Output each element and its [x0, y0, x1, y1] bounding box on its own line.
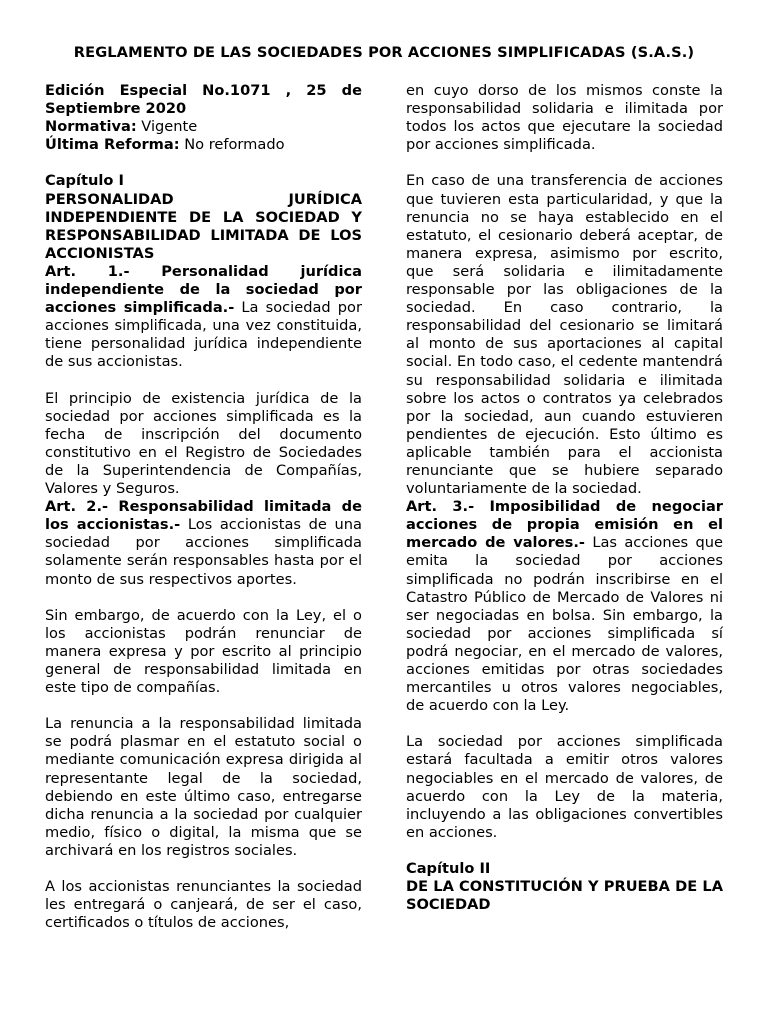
chapter-1-title: PERSONALIDAD JURÍDICA INDEPENDIENTE DE LA SOCIEDAD Y RESPONSABILIDAD LIMITADA DE LOS ACCIONISTAS: [45, 190, 362, 262]
chapter-2-title: DE LA CONSTITUCIÓN Y PRUEBA DE LA SOCIEDAD: [406, 878, 723, 914]
right-column: [406, 82, 723, 914]
article-3: [406, 498, 723, 715]
article-2-paragraph-3: La renuncia a la responsabilidad limitada se podrá plasmar en el estatuto social o mediante comunicación expresa dirigida al representante legal de la sociedad, debiendo en este último caso, entregarse dicha renuncia a la sociedad por cualquier medio, físico o digital, la misma que se archivará en los registros sociales.: [45, 715, 362, 859]
article-1: [45, 263, 362, 372]
article-3-paragraph-2: La sociedad por acciones simplificada estará facultada a emitir otros valores negociables en el mercado de valores, de acuerdo con la Ley de la materia, incluyendo a las obligaciones convertibles en acciones.: [406, 733, 723, 841]
normativa-value: Vigente: [136, 118, 198, 136]
article-3-heading: Art. 3.- Imposibilidad de negociar acciones de propia emisión en el mercado de valores.-: [406, 498, 723, 552]
article-2-paragraph-4-end: en cuyo dorso de los mismos conste la responsabilidad solidaria e ilimitada por todos los actos que ejecutare la sociedad por acciones simplificada.: [406, 82, 723, 154]
reforma-value: No reformado: [179, 136, 285, 154]
article-2: [45, 498, 362, 588]
article-1-text: La sociedad por acciones simplificada, una vez constituida, tiene personalidad jurídica independiente de sus accionistas.: [45, 299, 362, 371]
reforma-label: Última Reforma:: [45, 136, 180, 154]
article-2-paragraph-2: Sin embargo, de acuerdo con la Ley, el o los accionistas podrán renunciar de manera expresa y por escrito al principio general de responsabilidad limitada en este tipo de compañías.: [45, 606, 362, 697]
reforma-line: [45, 136, 362, 154]
document-title: REGLAMENTO DE LAS SOCIEDADES POR ACCIONES SIMPLIFICADAS (S.A.S.): [73, 44, 695, 61]
chapter-2-label: Capítulo II: [406, 860, 491, 878]
normativa-label: Normativa:: [45, 118, 137, 136]
article-2-heading: Art. 2.- Responsabilidad limitada de los accionistas.-: [45, 498, 362, 534]
left-column: [45, 82, 362, 932]
normativa-line: [45, 118, 362, 136]
edition-line: Edición Especial No.1071 , 25 de Septiembre 2020: [45, 82, 362, 118]
article-3-text: Las acciones que emita la sociedad por acciones simplificada no podrán inscribirse en el Catastro Público de Mercado de Valores ni ser negociadas en bolsa. Sin embargo, la sociedad por acciones simplificada sí podrá negociar, en el mercado de valores, acciones emitidas por otras sociedades mercantiles u otros valores negociables, de acuerdo con la Ley.: [406, 534, 724, 715]
article-2-paragraph-4-start: A los accionistas renunciantes la sociedad les entregará o canjeará, de ser el caso, certificados o títulos de acciones,: [45, 878, 362, 932]
article-1-heading: Art. 1.- Personalidad jurídica independiente de la sociedad por acciones simplificada.-: [45, 262, 362, 317]
article-2-text: Los accionistas de una sociedad por acciones simplificada solamente serán responsables hasta por el monto de sus respectivos aportes.: [45, 516, 362, 588]
chapter-1-label: Capítulo I: [45, 172, 124, 190]
article-1-paragraph-2: El principio de existencia jurídica de la sociedad por acciones simplificada es la fecha de inscripción del documento constitutivo en el Registro de Sociedades de la Superintendencia de Compañías, Valores y Seguros.: [45, 389, 362, 498]
article-2-paragraph-5: En caso de una transferencia de acciones que tuvieren esta particularidad, y que la renuncia no se haya establecido en el estatuto, el cesionario deberá aceptar, de manera expresa, asimismo por escrito, que será solidaria e ilimitadamente responsable por las obligaciones de la sociedad. En caso contrario, la responsabilidad del cesionario se limitará al monto de sus aportaciones al capital social. En todo caso, el cedente mantendrá su responsabilidad solidaria e ilimitada sobre los actos o contratos ya celebrados por la sociedad, aun cuando estuvieren pendientes de ejecución. Esto último es aplicable también para el accionista renunciante que se hubiere separado voluntariamente de la sociedad.: [406, 172, 723, 498]
